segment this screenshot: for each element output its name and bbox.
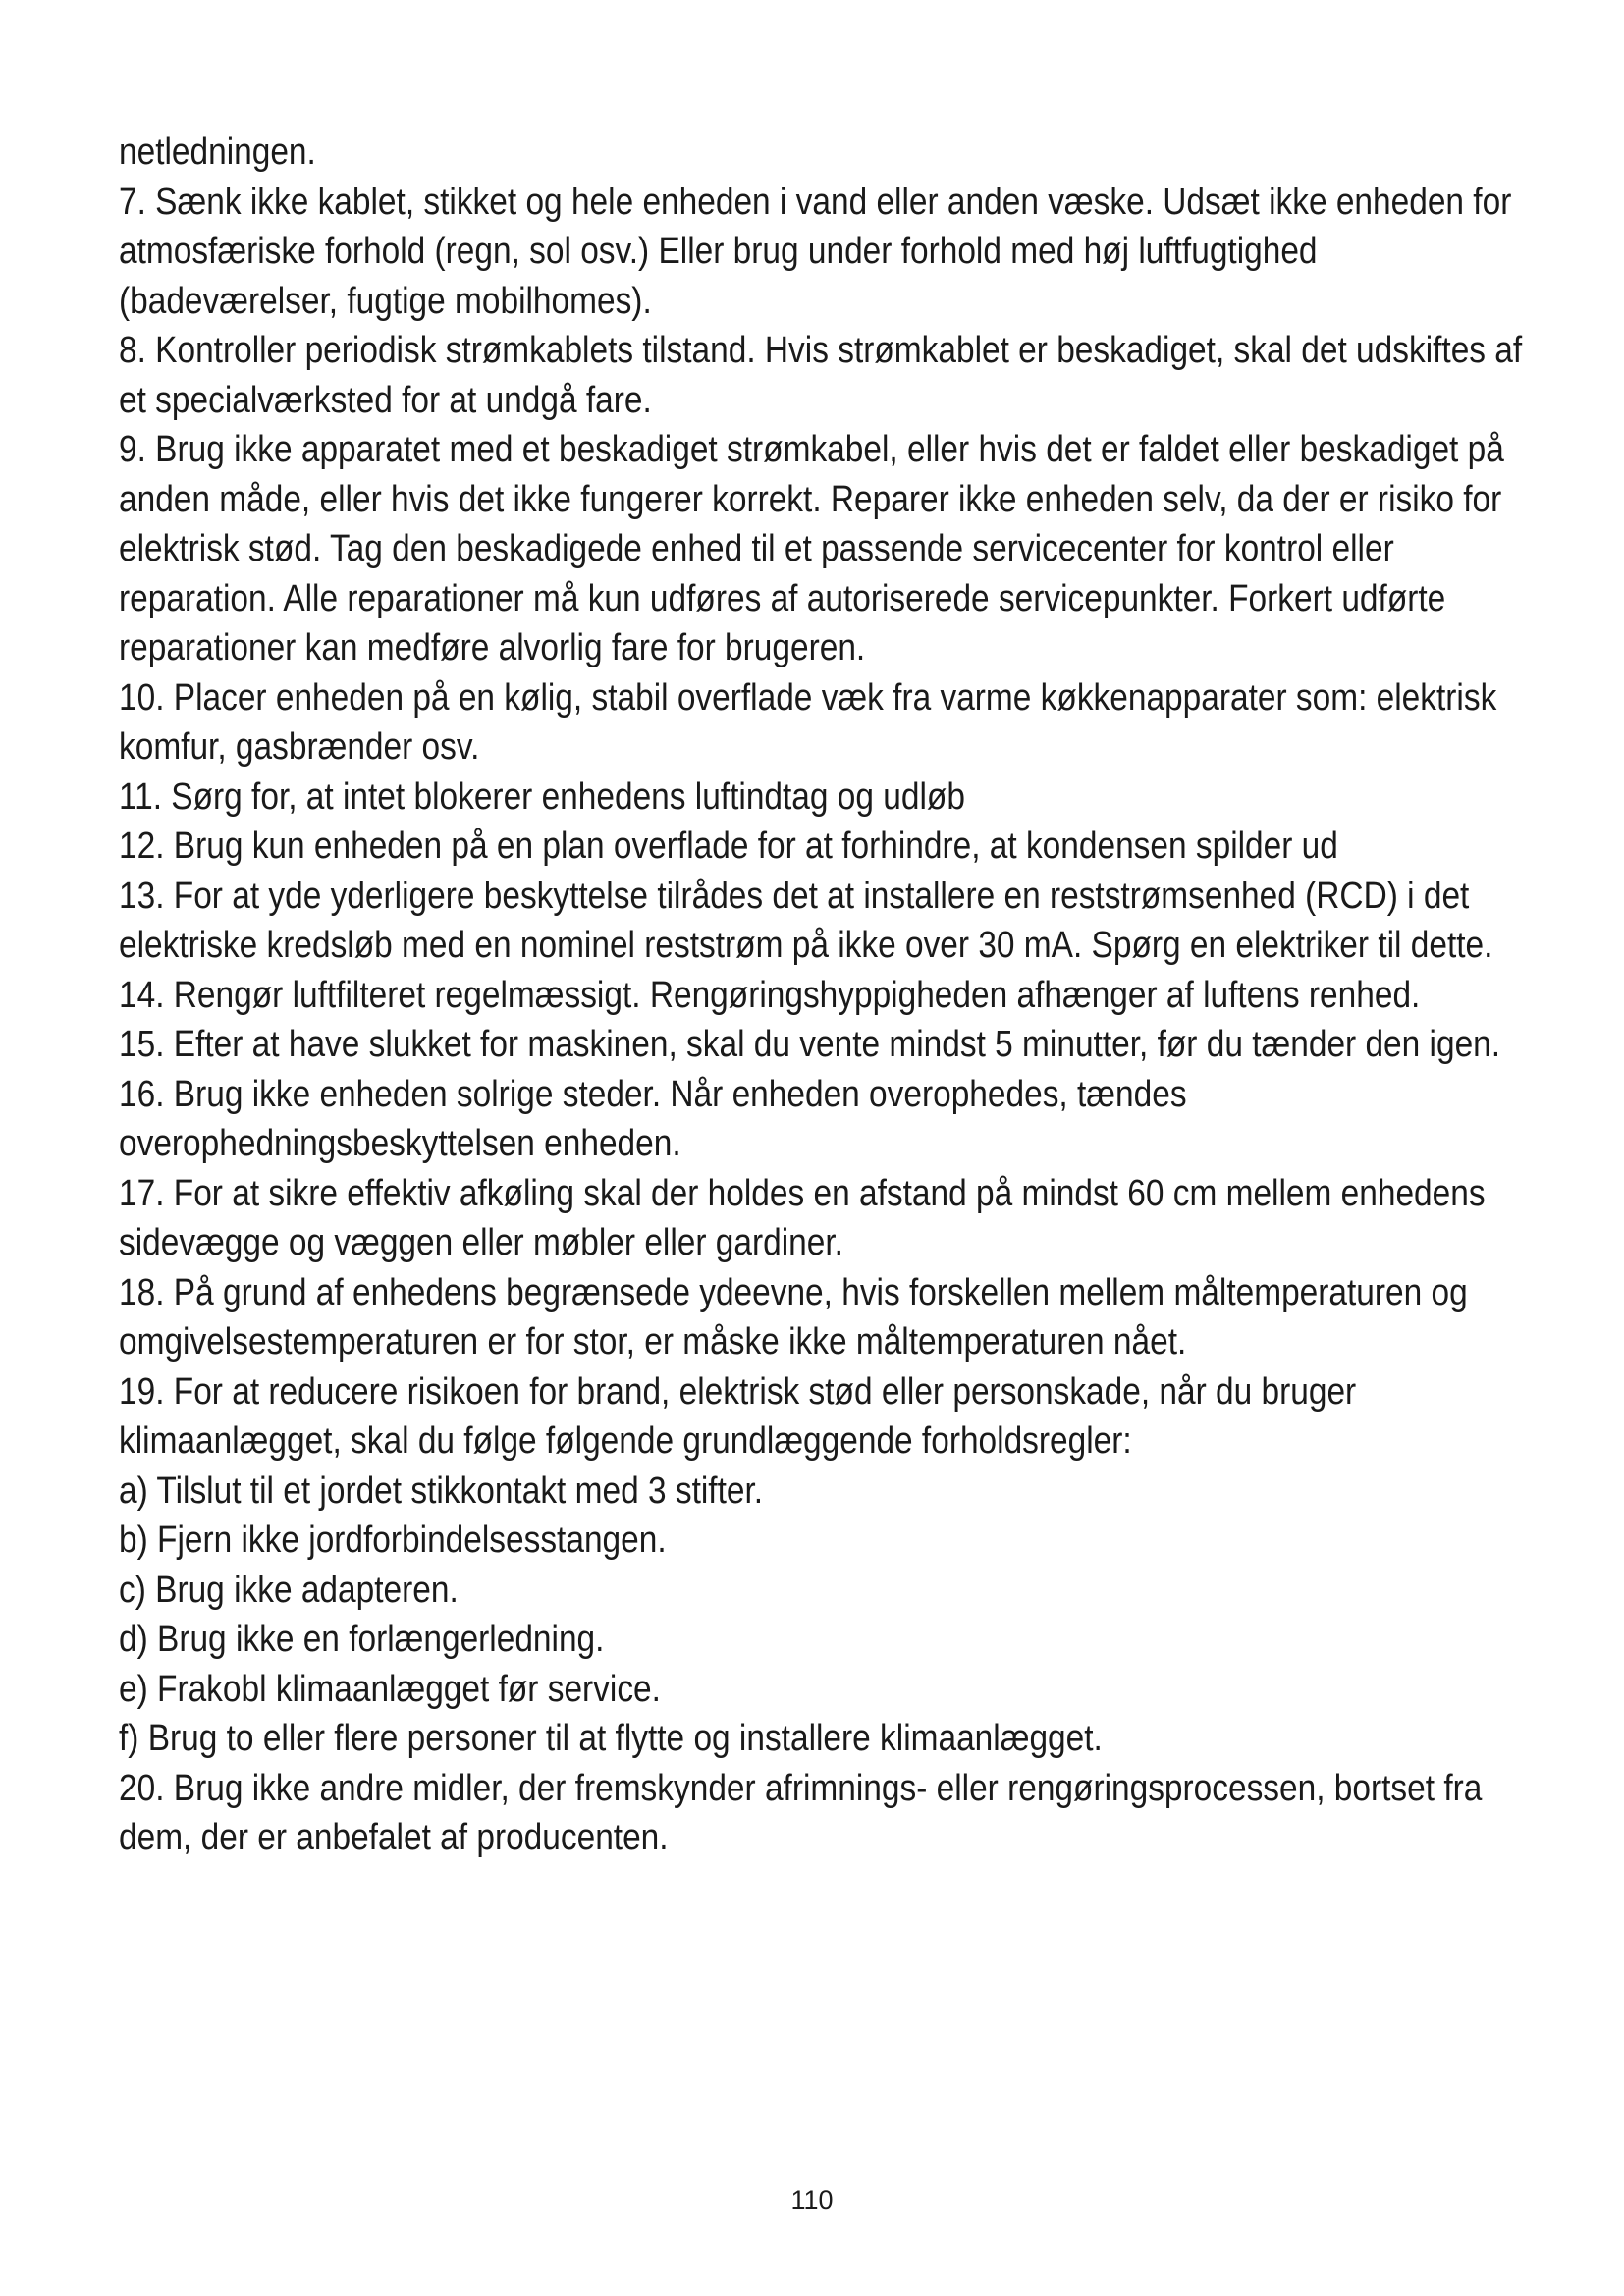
paragraph-item-10: 10. Placer enheden på en kølig, stabil overflade væk fra varme køkkenapparater som: elektrisk komfur, gasbrænder osv. [119,676,1497,768]
sub-item-f: f) Brug to eller flere personer til at flytte og installere klimaanlægget. [119,1718,1103,1759]
paragraph-item-12: 12. Brug kun enheden på en plan overflade for at forhindre, at kondensen spilder ud [119,826,1338,867]
page-number: 110 [790,2185,834,2215]
paragraph-item-11: 11. Sørg for, at intet blokerer enhedens luftindtag og udløb [119,775,965,818]
paragraph-continuation: netledningen. [119,132,316,173]
sub-item-c: c) Brug ikke adapteren. [119,1569,459,1611]
paragraph-item-18: 18. På grund af enhedens begrænsede ydeevne, hvis forskellen mellem måltemperaturen og omgivelsestemperaturen er for stor, er måske ikke måltemperaturen nået. [119,1271,1468,1362]
sub-item-d: d) Brug ikke en forlængerledning. [119,1619,605,1660]
paragraph-item-20: 20. Brug ikke andre midler, der fremskynder afrimnings- eller rengøringsprocessen, bortset fra dem, der er anbefalet af producenten. [119,1767,1483,1858]
paragraph-item-16: 16. Brug ikke enheden solrige steder. Når enheden overophedes, tændes overophedningsbeskyttelsen enheden. [119,1073,1187,1164]
paragraph-item-19: 19. For at reducere risikoen for brand, elektrisk stød eller personskade, når du bruger klimaanlægget, skal du følge følgende grundlæggende forholdsregler: [119,1370,1357,1462]
sub-item-a: a) Tilslut til et jordet stikkontakt med 3 stifter. [119,1469,764,1512]
sub-item-b: b) Fjern ikke jordforbindelsesstangen. [119,1520,667,1561]
paragraph-item-7: 7. Sænk ikke kablet, stikket og hele enheden i vand eller anden væske. Udsæt ikke enheden for atmosfæriske forhold (regn, sol osv.) Eller brug under forhold med høj luftfugtighed (badeværelser, fugtige mobilhomes). [119,181,1512,322]
body-text [119,128,1544,1863]
sub-item-e: e) Frakobl klimaanlægget før service. [119,1668,661,1710]
paragraph-item-8: 8. Kontroller periodisk strømkablets tilstand. Hvis strømkablet er beskadiget, skal det udskiftes af et specialværksted for at undgå fare. [119,330,1523,421]
paragraph-item-15: 15. Efter at have slukket for maskinen, skal du vente mindst 5 minutter, før du tænder den igen. [119,1024,1501,1065]
paragraph-item-13: 13. For at yde yderligere beskyttelse tilrådes det at installere en reststrømsenhed (RCD) i det elektriske kredsløb med en nominel reststrøm på ikke over 30 mA. Spørg en elektriker til dette. [119,875,1493,966]
paragraph-item-14: 14. Rengør luftfilteret regelmæssigt. Rengøringshyppigheden afhænger af luftens renhed. [119,974,1421,1016]
paragraph-item-9: 9. Brug ikke apparatet med et beskadiget strømkabel, eller hvis det er faldet eller beskadiget på anden måde, eller hvis det ikke fungerer korrekt. Reparer ikke enheden selv, da der er risiko for elektrisk stød. Tag den beskadigede enhed til et passende servicecenter for kontrol eller reparation. Alle reparationer må kun udføres af autoriserede servicepunkter. Forkert udførte reparationer kan medføre alvorlig fare for brugeren. [119,429,1504,668]
paragraph-item-17: 17. For at sikre effektiv afkøling skal der holdes en afstand på mindst 60 cm mellem enhedens sidevægge og væggen eller møbler eller gardiner. [119,1172,1486,1263]
